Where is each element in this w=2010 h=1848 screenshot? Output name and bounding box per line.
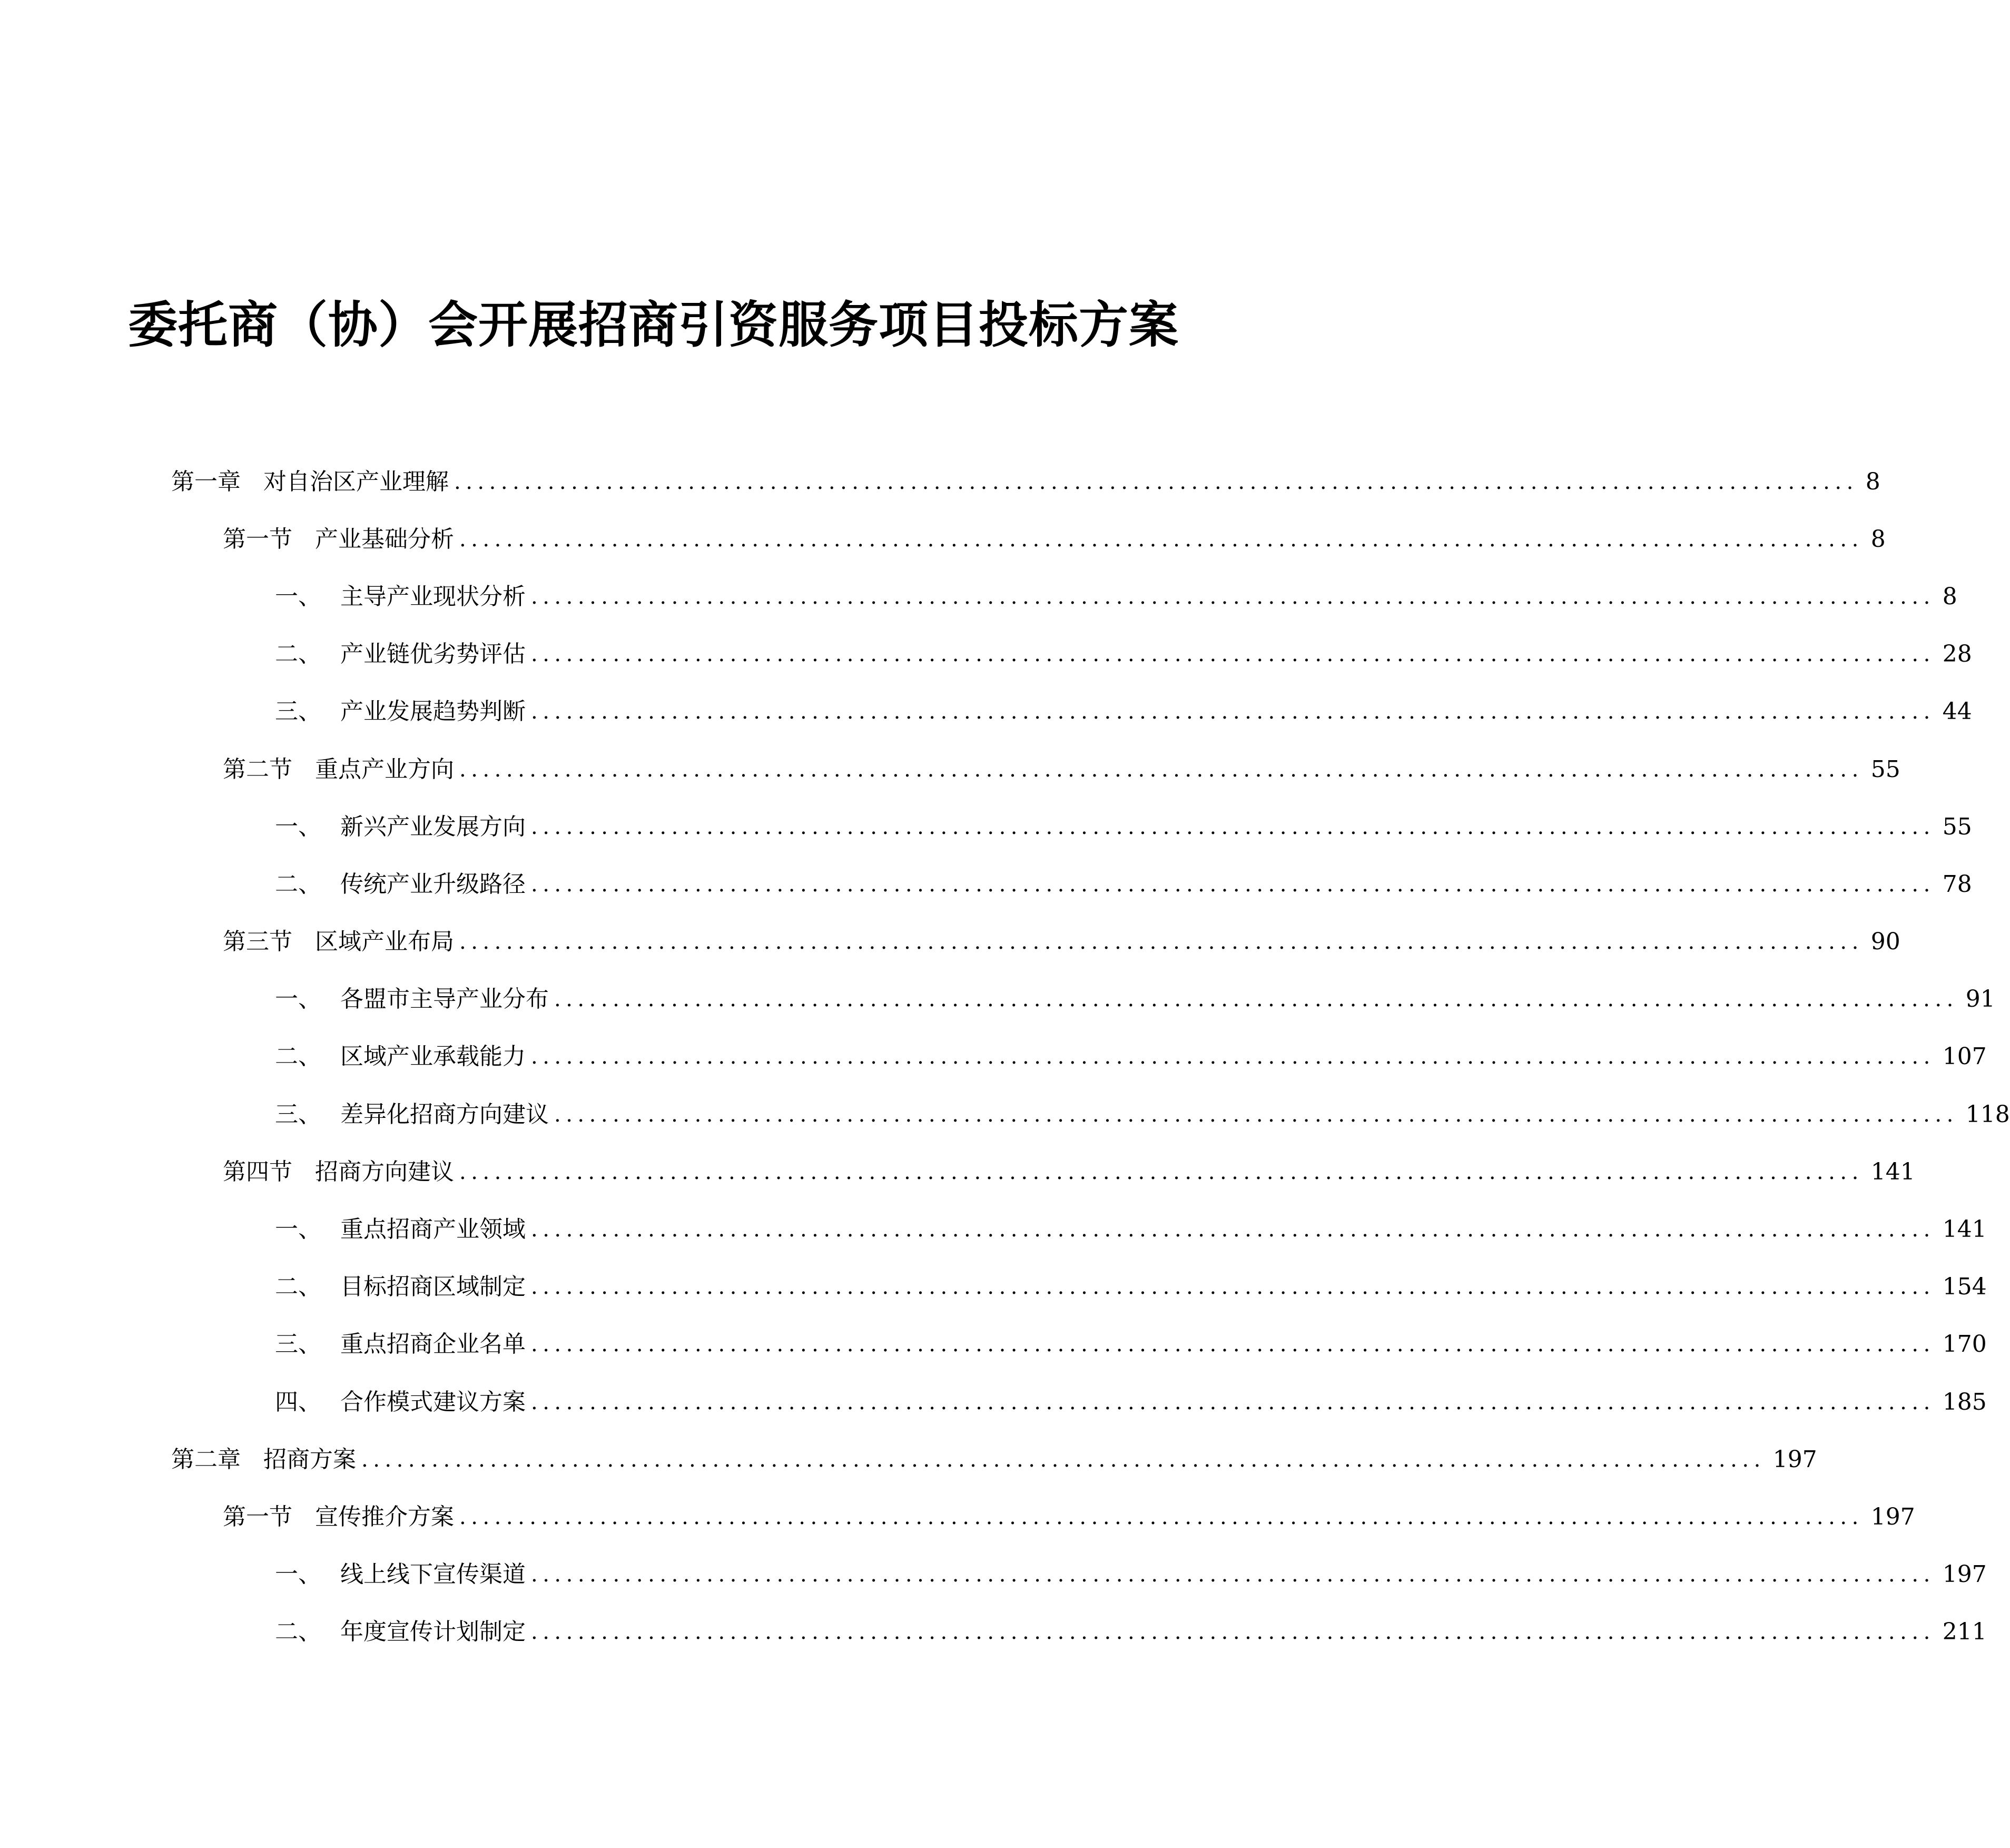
toc-entry-number: 三、	[275, 698, 321, 725]
toc-dot-leader: ........................................................................................................................	[531, 1045, 1935, 1069]
toc-entry-page: 211	[1942, 1618, 1987, 1646]
toc-entry-page: 197	[1772, 1446, 1817, 1473]
toc-dot-leader: ........................................................................................................................	[531, 1275, 1935, 1300]
toc-entry-page: 118	[1965, 1100, 2010, 1128]
toc-entry-page: 8	[1865, 468, 1880, 495]
toc-entry-number: 第一章	[171, 468, 241, 495]
toc-dot-leader: ........................................................................................................................	[459, 930, 1864, 955]
toc-entry-number: 三、	[275, 1100, 321, 1128]
toc-entry-label: 对自治区产业理解	[263, 468, 449, 495]
toc-entry-page: 185	[1942, 1388, 1987, 1416]
toc-entry-page: 55	[1870, 755, 1900, 783]
toc-entry-page: 8	[1870, 525, 1886, 553]
toc-entry-number: 第三节	[223, 928, 292, 956]
toc-entry[interactable]	[0, 1143, 1915, 1201]
toc-entry-page: 90	[1870, 928, 1900, 956]
toc-entry-page: 28	[1942, 641, 1972, 668]
toc-entry-label: 招商方向建议	[315, 1158, 454, 1185]
toc-entry[interactable]	[0, 1201, 1987, 1258]
toc-dot-leader: ........................................................................................................................	[531, 872, 1935, 897]
toc-entry[interactable]	[0, 1086, 2010, 1143]
toc-entry-page: 44	[1942, 698, 1972, 725]
toc-entry-label: 差异化招商方向建议	[340, 1100, 549, 1128]
toc-entry-label: 线上线下宣传渠道	[340, 1561, 526, 1588]
toc-entry-page: 78	[1942, 870, 1972, 898]
toc-entry[interactable]	[0, 741, 1900, 798]
toc-entry[interactable]	[0, 626, 1972, 683]
toc-entry[interactable]	[0, 1373, 1987, 1431]
toc-dot-leader: ........................................................................................................................	[531, 642, 1935, 667]
toc-entry[interactable]	[0, 568, 1957, 625]
toc-entry-page: 170	[1942, 1331, 1987, 1358]
toc-entry-page: 91	[1965, 986, 1995, 1013]
toc-entry-page: 55	[1942, 813, 1972, 840]
toc-entry-number: 一、	[275, 813, 321, 840]
toc-entry-number: 二、	[275, 641, 321, 668]
toc-entry-number: 二、	[275, 870, 321, 898]
toc-entry[interactable]	[0, 798, 1972, 856]
toc-entry-number: 第二节	[223, 755, 292, 783]
toc-entry-number: 一、	[275, 1216, 321, 1243]
toc-entry[interactable]	[0, 1488, 1915, 1546]
toc-dot-leader: ........................................................................................................................	[459, 1159, 1864, 1184]
toc-dot-leader: ........................................................................................................................	[459, 527, 1864, 552]
toc-dot-leader: ........................................................................................................................	[531, 1217, 1935, 1242]
toc-dot-leader: ........................................................................................................................	[554, 987, 1958, 1012]
toc-entry[interactable]	[0, 1604, 1987, 1661]
toc-dot-leader: ........................................................................................................................	[531, 1390, 1935, 1414]
toc-entry-label: 目标招商区域制定	[340, 1273, 526, 1301]
toc-dot-leader: ........................................................................................................................	[361, 1447, 1766, 1472]
toc-entry-label: 主导产业现状分析	[340, 583, 526, 610]
toc-entry-page: 107	[1942, 1043, 1987, 1070]
toc-entry-label: 招商方案	[263, 1446, 356, 1473]
toc-entry-label: 年度宣传计划制定	[340, 1618, 526, 1646]
toc-entry-number: 四、	[275, 1388, 321, 1416]
toc-entry-number: 第四节	[223, 1158, 292, 1185]
toc-dot-leader: ........................................................................................................................	[531, 700, 1935, 724]
toc-entry-number: 二、	[275, 1618, 321, 1646]
toc-dot-leader: ........................................................................................................................	[531, 584, 1935, 609]
toc-entry-number: 第一节	[223, 1503, 292, 1530]
toc-entry-page: 8	[1942, 583, 1957, 610]
toc-entry-page: 141	[1870, 1158, 1915, 1185]
toc-entry-label: 区域产业承载能力	[340, 1043, 526, 1070]
toc-entry-number: 二、	[275, 1043, 321, 1070]
toc-dot-leader: ........................................................................................................................	[459, 757, 1864, 782]
toc-entry-number: 二、	[275, 1273, 321, 1301]
toc-entry-number: 一、	[275, 583, 321, 610]
toc-entry[interactable]	[0, 1546, 1987, 1604]
table-of-contents	[0, 453, 2010, 1661]
toc-entry-number: 第二章	[171, 1446, 241, 1473]
toc-entry[interactable]	[0, 856, 1972, 913]
toc-entry[interactable]	[0, 510, 1886, 568]
toc-entry-label: 区域产业布局	[315, 928, 454, 956]
toc-entry-label: 各盟市主导产业分布	[340, 986, 549, 1013]
document-title: 委托商（协）会开展招商引资服务项目投标方案	[127, 296, 1179, 354]
toc-entry-page: 141	[1942, 1216, 1987, 1243]
toc-entry-label: 重点招商企业名单	[340, 1331, 526, 1358]
toc-entry[interactable]	[0, 453, 1880, 510]
toc-entry-number: 三、	[275, 1331, 321, 1358]
toc-entry-label: 重点产业方向	[315, 755, 454, 783]
toc-entry-number: 一、	[275, 1561, 321, 1588]
toc-entry-label: 传统产业升级路径	[340, 870, 526, 898]
toc-entry-label: 产业基础分析	[315, 525, 454, 553]
toc-entry-label: 重点招商产业领域	[340, 1216, 526, 1243]
toc-entry-label: 产业发展趋势判断	[340, 698, 526, 725]
toc-entry-label: 产业链优劣势评估	[340, 641, 526, 668]
toc-entry[interactable]	[0, 913, 1900, 971]
toc-entry-page: 154	[1942, 1273, 1987, 1301]
toc-dot-leader: ........................................................................................................................	[454, 469, 1858, 494]
toc-entry-label: 合作模式建议方案	[340, 1388, 526, 1416]
toc-entry-number: 第一节	[223, 525, 292, 553]
toc-entry-label: 新兴产业发展方向	[340, 813, 526, 840]
toc-dot-leader: ........................................................................................................................	[459, 1505, 1864, 1529]
toc-entry-page: 197	[1870, 1503, 1915, 1530]
toc-entry[interactable]	[0, 683, 1972, 741]
toc-entry[interactable]	[0, 1259, 1987, 1316]
toc-entry-label: 宣传推介方案	[315, 1503, 454, 1530]
toc-entry[interactable]	[0, 971, 1995, 1028]
toc-dot-leader: ........................................................................................................................	[531, 1332, 1935, 1357]
toc-entry[interactable]	[0, 1431, 1817, 1488]
toc-entry[interactable]	[0, 1028, 1987, 1086]
toc-entry-number: 一、	[275, 986, 321, 1013]
toc-dot-leader: ........................................................................................................................	[531, 1620, 1935, 1645]
toc-dot-leader: ........................................................................................................................	[531, 814, 1935, 839]
toc-dot-leader: ........................................................................................................................	[554, 1102, 1958, 1127]
toc-entry[interactable]	[0, 1316, 1987, 1373]
toc-entry-page: 197	[1942, 1561, 1987, 1588]
toc-dot-leader: ........................................................................................................................	[531, 1562, 1935, 1587]
